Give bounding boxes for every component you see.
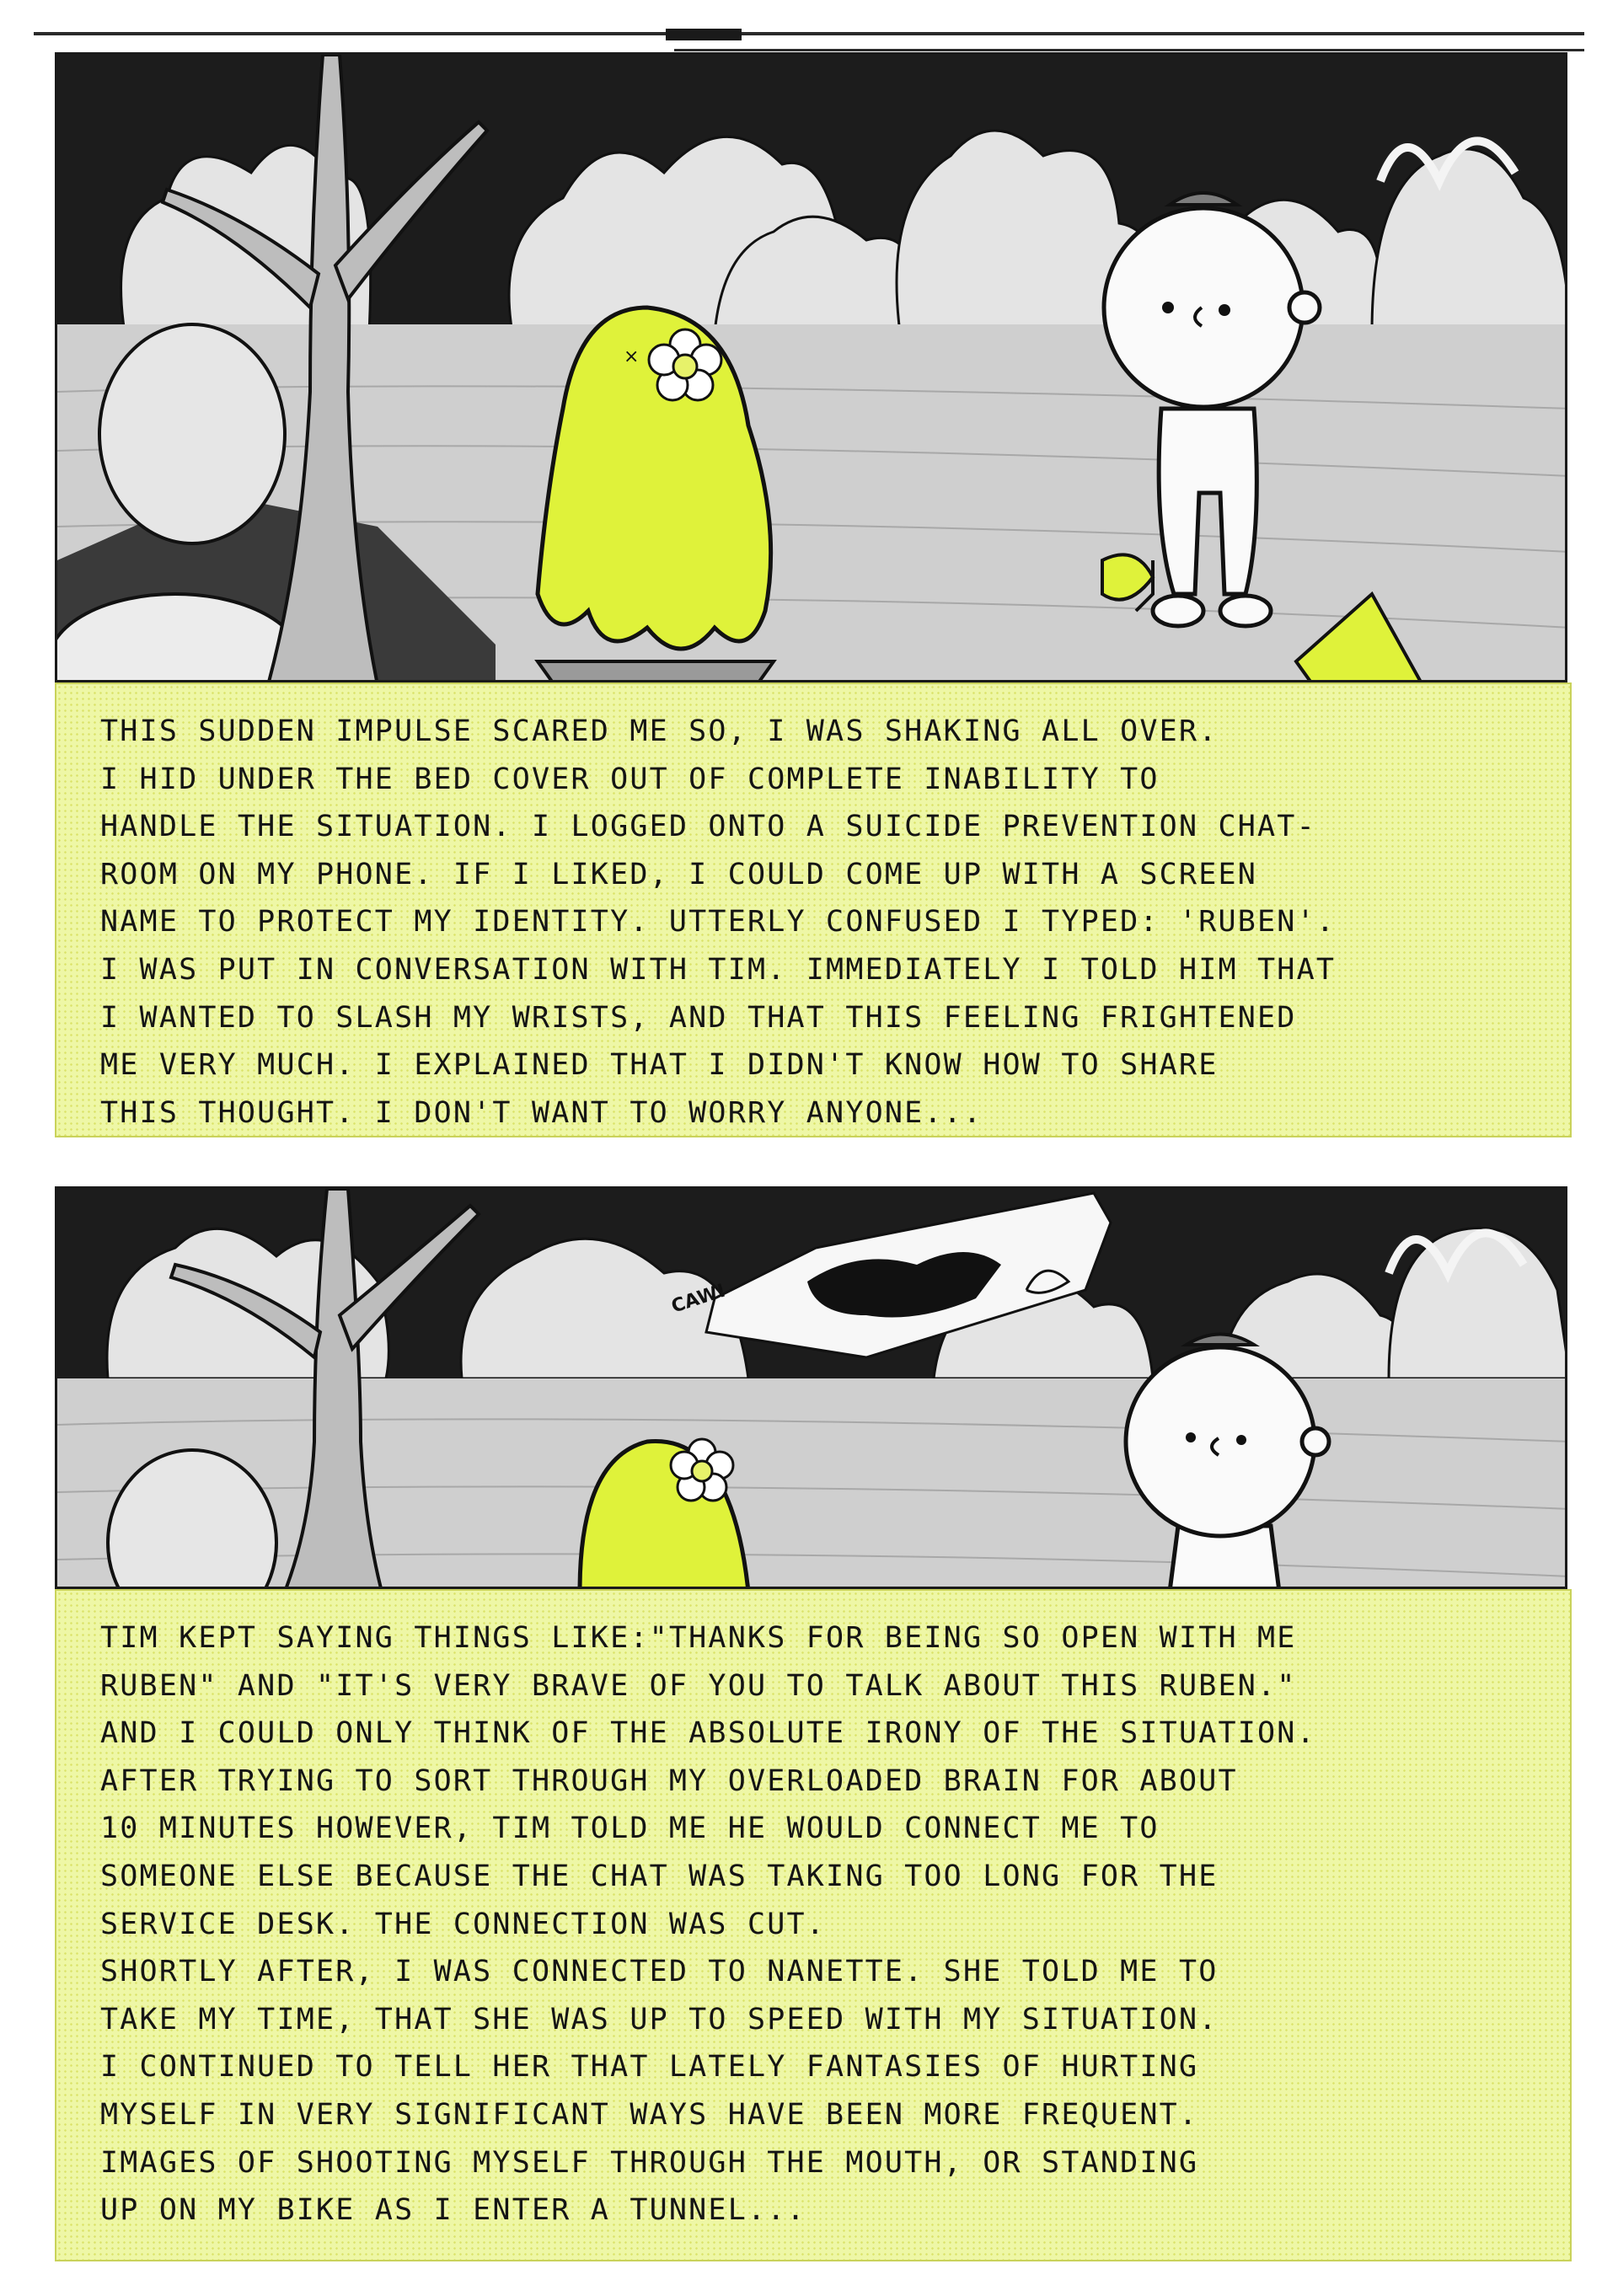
- comic-panel-middle: [55, 1186, 1567, 1589]
- grey-meadow: [57, 1378, 1567, 1589]
- boulder: [99, 324, 285, 543]
- caption-box-1: [55, 682, 1572, 1137]
- page-top-mark: [666, 29, 742, 40]
- comic-panel-top: [55, 52, 1567, 682]
- caption-text-2: TIM KEPT SAYING THINGS LIKE:"THANKS FOR BEING SO OPEN WITH ME RUBEN" AND "IT'S VERY BRAVE OF YOU TO TALK ABOUT THIS RUBEN." AND I COULD ONLY THINK OF THE ABSOLUTE IRONY OF THE SITUATION. AFTER TRYING TO SORT THROUGH MY OVERLOADED BRAIN FOR ABOUT 10 MINUTES HOWEVER, TIM TOLD ME HE WOULD CONNECT ME TO SOMEONE ELSE BECAUSE THE CHAT WAS TAKING TOO LONG FOR THE SERVICE DESK. THE CONNECTION WAS CUT. SHORTLY AFTER, I WAS CONNECTED TO NANETTE. SHE TOLD ME TO TAKE MY TIME, THAT SHE WAS UP TO SPEED WITH MY SITUATION. I CONTINUED TO TELL HER THAT LATELY FANTASIES OF HURTING MYSELF IN VERY SIGNIFICANT WAYS HAVE BEEN MORE FREQUENT. IMAGES OF SHOOTING MYSELF THROUGH THE MOUTH, OR STANDING UP ON MY BIKE AS I ENTER A TUNNEL...: [100, 1621, 1316, 2228]
- caw-sign-text: CAW!: [668, 1280, 729, 1318]
- svg-text:×: ×: [624, 346, 640, 367]
- caption-box-2: [55, 1589, 1572, 2261]
- page-top-rule-2: [674, 49, 1584, 51]
- caption-text-1: THIS SUDDEN IMPULSE SCARED ME SO, I WAS SHAKING ALL OVER. I HID UNDER THE BED COVER OUT OF COMPLETE INABILITY TO HANDLE THE SITUATION. I LOGGED ONTO A SUICIDE PREVENTION CHAT- ROOM ON MY PHONE. IF I LIKED, I COULD COME UP WITH A SCREEN NAME TO PROTECT MY IDENTITY. UTTERLY CONFUSED I TYPED: 'RUBEN'. I WAS PUT IN CONVERSATION WITH TIM. IMMEDIATELY I TOLD HIM THAT I WANTED TO SLASH MY WRISTS, AND THAT THIS FEELING FRIGHTENED ME VERY MUCH. I EXPLAINED THAT I DIDN'T KNOW HOW TO SHARE THIS THOUGHT. I DON'T WANT TO WORRY ANYONE...: [100, 714, 1337, 1130]
- panel-middle-artwork: [57, 1189, 1567, 1589]
- panel-top-artwork: [57, 55, 1567, 682]
- page-top-rule: [34, 32, 1584, 35]
